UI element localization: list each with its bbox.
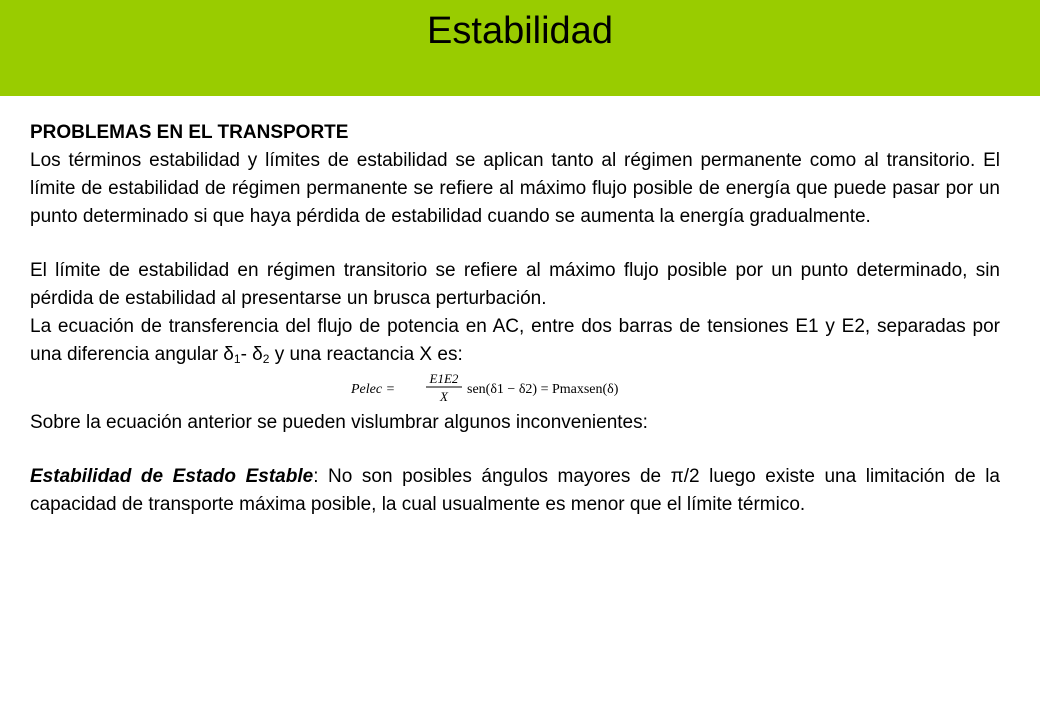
formula-rhs: sen(δ1 − δ2) = Pmaxsen(δ) bbox=[467, 382, 619, 397]
steady-state-description: : No son posibles ángulos mayores de π/2 luego existe una limitación de la capacidad de transporte máxima posible, la cual usualmente es menor que el límite térmico. bbox=[30, 466, 1000, 515]
paragraph-transient-regime: El límite de estabilidad en régimen transitorio se refiere al máximo flujo posible por un punto determinado, sin pérdida de estabilidad al presentarse un brusca perturbación. bbox=[30, 260, 1000, 309]
formula-numerator: E1E2 bbox=[429, 371, 459, 386]
equation-intro-end: y una reactancia X es: bbox=[269, 344, 463, 365]
spacer bbox=[30, 231, 1000, 257]
paragraph-equation-intro bbox=[30, 313, 1000, 369]
section-heading: PROBLEMAS EN EL TRANSPORTE bbox=[30, 122, 349, 143]
page-title: Estabilidad bbox=[427, 10, 613, 52]
steady-state-term: Estabilidad de Estado Estable bbox=[30, 466, 314, 487]
paragraph-steady-state-stability bbox=[30, 463, 1000, 519]
delta-subscript-1: 1 bbox=[233, 352, 241, 366]
content-body bbox=[30, 119, 1000, 519]
paragraph-permanent-regime: Los términos estabilidad y límites de estabilidad se aplican tanto al régimen permanente como al transitorio. El límite de estabilidad de régimen permanente se refiere al máximo flujo posible de energía que puede pasar por un punto determinado si que haya pérdida de estabilidad cuando se aumenta la energía gradualmente. bbox=[30, 150, 1000, 227]
title-bar bbox=[0, 0, 1040, 96]
equation-intro-mid: - δ bbox=[240, 344, 263, 365]
formula-lhs: Pelec = bbox=[351, 382, 396, 397]
equation-intro-start: La ecuación de transferencia del flujo de potencia en AC, entre dos barras de tensiones E1 y E2, separadas por una diferencia angular δ bbox=[30, 316, 1000, 365]
paragraph-inconvenients: Sobre la ecuación anterior se pueden vislumbrar algunos inconvenientes: bbox=[30, 412, 648, 433]
formula-denominator: X bbox=[440, 389, 448, 404]
spacer bbox=[30, 437, 1000, 463]
formula-graphic bbox=[351, 371, 691, 405]
power-transfer-formula bbox=[30, 371, 1000, 405]
delta-subscript-2: 2 bbox=[262, 352, 270, 366]
